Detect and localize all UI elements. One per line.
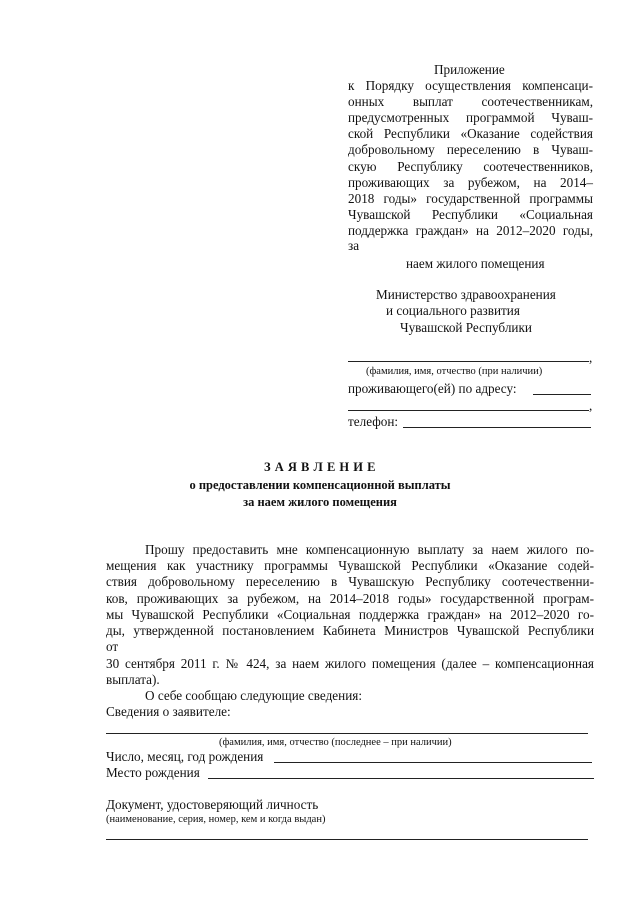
- addressee-line-2: и социального развития: [386, 303, 520, 318]
- appendix-line: добровольному переселению в Чуваш-: [348, 142, 593, 158]
- body-line: ков, проживающих за рубежом, на 2014–2018 годы» государственной програм-: [106, 590, 594, 606]
- document-field[interactable]: [106, 839, 588, 840]
- appendix-line: проживающих за рубежом, на 2014–: [348, 174, 593, 190]
- birthplace-label: Место рождения: [106, 765, 200, 780]
- appendix-heading: Приложение: [434, 62, 505, 77]
- body-line: Прошу предоставить мне компенсационную выплату за наем жилого по-: [145, 542, 594, 557]
- comma-2: ,: [589, 398, 593, 413]
- body-date-line-2: выплата).: [106, 672, 160, 687]
- appendix-line: к Порядку осуществления компенсаци-: [348, 78, 593, 93]
- appendix-naem: наем жилого помещения: [406, 256, 545, 271]
- document-subtitle-1: о предоставлении компенсационной выплаты: [189, 478, 451, 492]
- document-caption: (наименование, серия, номер, кем и когда выдан): [106, 814, 326, 825]
- document-label: Документ, удостоверяющий личность: [106, 797, 319, 812]
- addressee-line-1: Министерство здравоохранения: [376, 287, 556, 302]
- birthplace-field[interactable]: [208, 778, 594, 779]
- applicant-fio-caption: (фамилия, имя, отчество (при наличии): [366, 366, 543, 377]
- appendix-line: онных выплат соотечественникам,: [348, 94, 593, 110]
- body-line: мещения как участнику программы Чувашской Республики «Оказание содей-: [106, 558, 594, 574]
- fio-field[interactable]: [106, 733, 588, 734]
- appendix-line: 2018 годы» государственной программы: [348, 190, 593, 206]
- body-info: О себе сообщаю следующие сведения:: [145, 688, 363, 703]
- document-subtitle-2: за наем жилого помещения: [243, 495, 397, 509]
- body-line: ствия добровольному переселению в Чувашскую Республику соотечественни-: [106, 574, 594, 590]
- document-title: З А Я В Л Е Н И Е: [264, 460, 376, 474]
- addressee-line-3: Чувашской Республики: [400, 320, 532, 335]
- appendix-za: за: [348, 238, 360, 253]
- birthdate-label: Число, месяц, год рождения: [106, 749, 264, 764]
- appendix-line: ской Республики «Оказание содействия: [348, 126, 593, 142]
- applicant-info-heading: Сведения о заявителе:: [106, 704, 231, 719]
- birthdate-field[interactable]: [274, 762, 592, 763]
- comma-1: ,: [589, 350, 593, 365]
- address-field-2[interactable]: [348, 410, 589, 411]
- phone-label: телефон:: [348, 414, 399, 429]
- body-date-line: 30 сентября 2011 г. № 424, за наем жилого помещения (далее – компенсационная: [106, 656, 594, 671]
- body-ot: от: [106, 639, 119, 654]
- applicant-fio-field[interactable]: [348, 361, 589, 362]
- body-line: ды, утвержденной постановлением Кабинета Министров Чувашской Республики: [106, 623, 594, 638]
- appendix-line: скую Республику соотечественников,: [348, 158, 593, 174]
- address-field-1[interactable]: [533, 394, 591, 395]
- body-line: мы Чувашской Республики «Социальная поддержка граждан» на 2012–2020 го-: [106, 606, 594, 622]
- appendix-line: предусмотренных программой Чуваш-: [348, 110, 593, 126]
- appendix-line: поддержка граждан» на 2012–2020 годы,: [348, 222, 593, 238]
- appendix-line: Чувашской Республики «Социальная: [348, 206, 593, 222]
- address-label: проживающего(ей) по адресу:: [348, 381, 517, 396]
- fio-caption: (фамилия, имя, отчество (последнее – при наличии): [219, 737, 452, 748]
- phone-field[interactable]: [403, 427, 591, 428]
